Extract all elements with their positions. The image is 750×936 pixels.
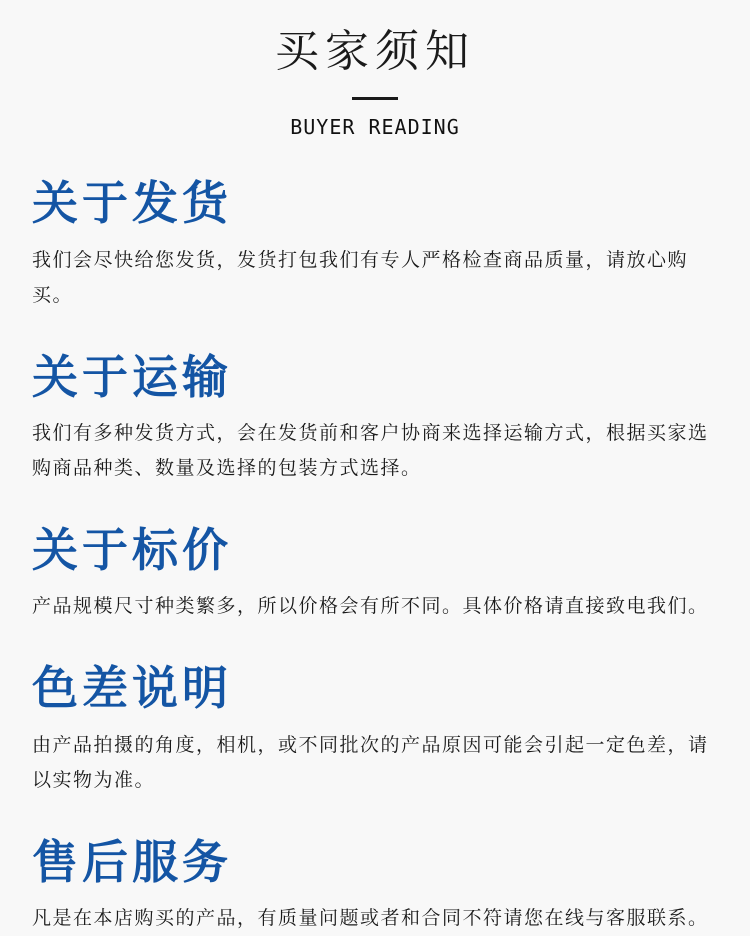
section-heading: 售后服务 (32, 835, 232, 888)
section-body: 产品规模尺寸种类繁多，所以价格会有所不同。具体价格请直接致电我们。 (32, 596, 709, 618)
section-body: 凡是在本店购买的产品，有质量问题或者和合同不符请您在线与客服联系。 (32, 907, 709, 929)
section-about-shipping (32, 179, 718, 312)
page-title: 买家须知 (275, 27, 475, 76)
section-body: 由产品拍摄的角度，相机，或不同批次的产品原因可能会引起一定色差，请以实物为准。 (32, 734, 709, 791)
title-divider (352, 97, 398, 100)
section-body: 我们会尽快给您发货，发货打包我们有专人严格检查商品质量，请放心购买。 (32, 249, 689, 306)
section-about-transport (32, 350, 718, 486)
section-heading: 关于标价 (32, 523, 232, 576)
page-subtitle: BUYER READING (290, 115, 460, 140)
section-heading: 色差说明 (32, 662, 232, 715)
section-about-pricing (32, 523, 718, 624)
section-heading: 关于发货 (32, 177, 232, 230)
section-color-difference (32, 664, 718, 797)
page-header (32, 28, 718, 139)
section-after-sales (32, 835, 718, 936)
section-heading: 关于运输 (32, 350, 232, 403)
section-body: 我们有多种发货方式，会在发货前和客户协商来选择运输方式，根据买家选购商品种类、数量及选择的包装方式选择。 (32, 422, 709, 479)
